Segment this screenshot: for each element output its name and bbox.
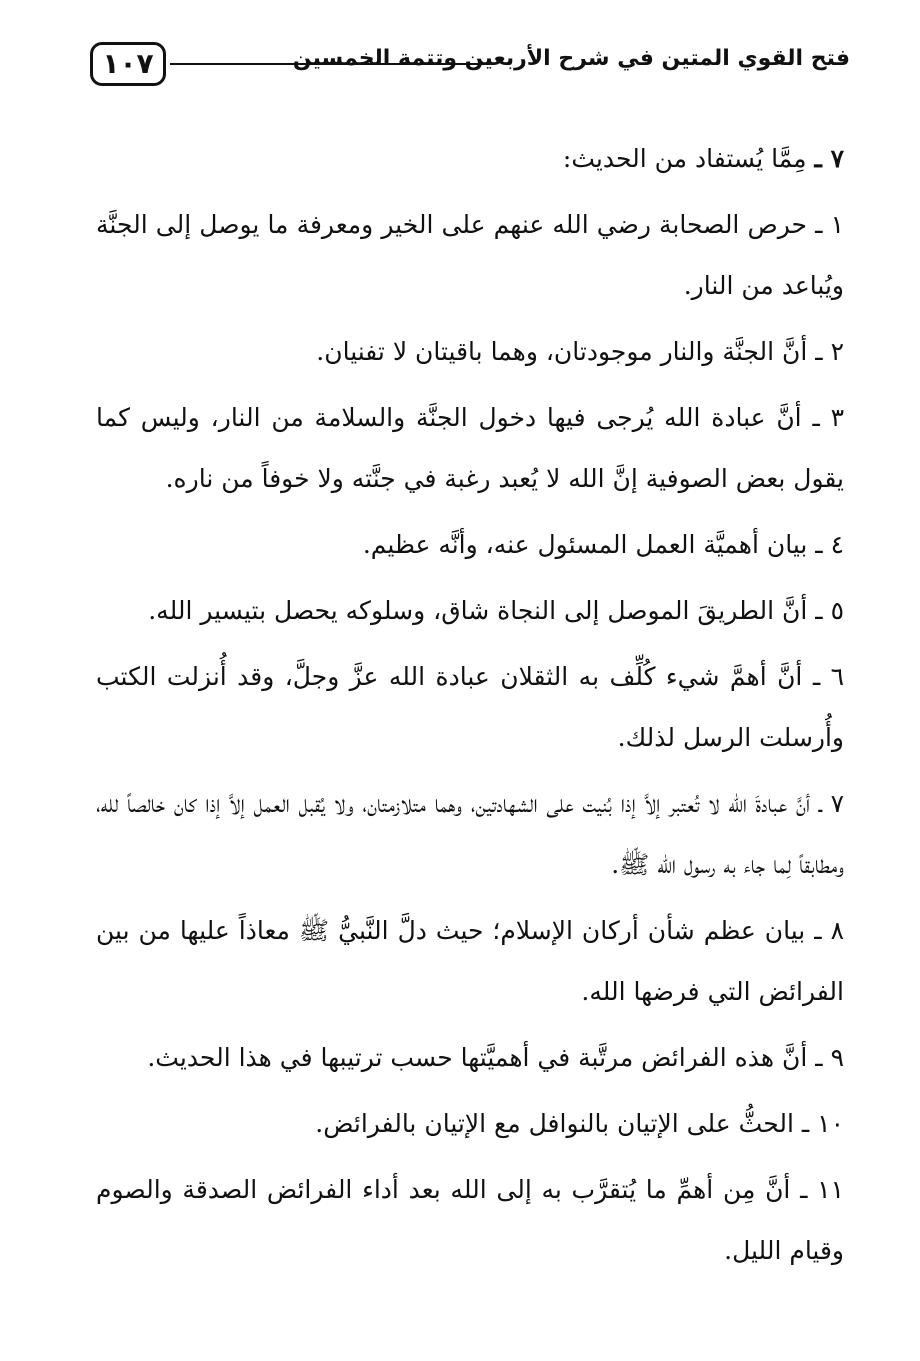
item-text: بيان عظم شأن أركان الإسلام؛ حيث دلَّ النَّبيُّ ﷺ معاذاً عليها من بين الفرائض التي فرضها الله. xyxy=(96,916,844,1006)
list-item xyxy=(96,580,844,641)
list-item xyxy=(96,1093,844,1154)
item-text: أنَّ مِن أهمِّ ما يُتقرَّب به إلى الله بعد أداء الفرائض الصدقة والصوم وقيام الليل. xyxy=(96,1175,844,1265)
item-text: الحثُّ على الإتيان بالنوافل مع الإتيان بالفرائض. xyxy=(315,1109,794,1138)
item-number: ١ ـ xyxy=(815,210,844,239)
list-item xyxy=(96,387,844,509)
section-heading-text: مِمَّا يُستفاد من الحديث: xyxy=(562,144,807,173)
item-number: ٢ ـ xyxy=(815,337,844,366)
book-title: فتح القوي المتين في شرح الأربعين وتتمة الخمسين xyxy=(292,46,850,71)
item-text: أنَّ عبادة الله يُرجى فيها دخول الجنَّة والسلامة من النار، وليس كما يقول بعض الصوفية إنَّ الله لا يُعبد رغبة في جنَّته ولا خوفاً من ناره. xyxy=(96,403,844,493)
list-item xyxy=(96,773,844,895)
item-number: ١٠ ـ xyxy=(801,1109,844,1138)
section-heading xyxy=(96,128,844,189)
list-item xyxy=(96,900,844,1022)
list-item xyxy=(96,194,844,316)
item-text: حرص الصحابة رضي الله عنهم على الخير ومعرفة ما يوصل إلى الجنَّة ويُباعد من النار. xyxy=(96,210,844,300)
item-number: ٨ ـ xyxy=(814,916,845,945)
item-number: ١١ ـ xyxy=(800,1175,845,1204)
section-number: ٧ ـ xyxy=(814,144,844,173)
item-number: ٦ ـ xyxy=(812,662,844,691)
page-number: ١٠٧ xyxy=(90,42,166,86)
item-text: أنَّ الجنَّة والنار موجودتان، وهما باقيتان لا تفنيان. xyxy=(316,337,808,366)
list-item xyxy=(96,514,844,575)
item-number: ٥ ـ xyxy=(815,596,844,625)
item-text: أنَّ الطريقَ الموصل إلى النجاة شاق، وسلوكه يحصل بتيسير الله. xyxy=(148,596,808,625)
list-item xyxy=(96,1159,844,1281)
item-text: أنَّ أهمَّ شيء كُلِّف به الثقلان عبادة الله عزَّ وجلَّ، وقد أُنزلت الكتب وأُرسلت الرسل لذلك. xyxy=(96,662,844,752)
page-body xyxy=(96,128,844,1286)
item-text: بيان أهميَّة العمل المسئول عنه، وأنَّه عظيم. xyxy=(362,530,808,559)
running-header xyxy=(90,42,850,92)
item-number: ٩ ـ xyxy=(815,1043,844,1072)
item-text: أنَّ عبادةَ الله لا تُعتبر إلاَّ إذا بُنيت على الشهادتين، وهما متلازمتان، ولا يُقبل العمل إلاَّ إذا كان خالصاً لله، ومطابقاً لِما جاء به رسول الله ﷺ. xyxy=(96,789,844,879)
item-number: ٤ ـ xyxy=(815,530,844,559)
item-number: ٧ ـ xyxy=(818,789,844,818)
list-item xyxy=(96,646,844,768)
list-item xyxy=(96,321,844,382)
item-number: ٣ ـ xyxy=(812,403,844,432)
item-text: أنَّ هذه الفرائض مرتَّبة في أهميَّتها حسب ترتيبها في هذا الحديث. xyxy=(147,1043,808,1072)
list-item xyxy=(96,1027,844,1088)
